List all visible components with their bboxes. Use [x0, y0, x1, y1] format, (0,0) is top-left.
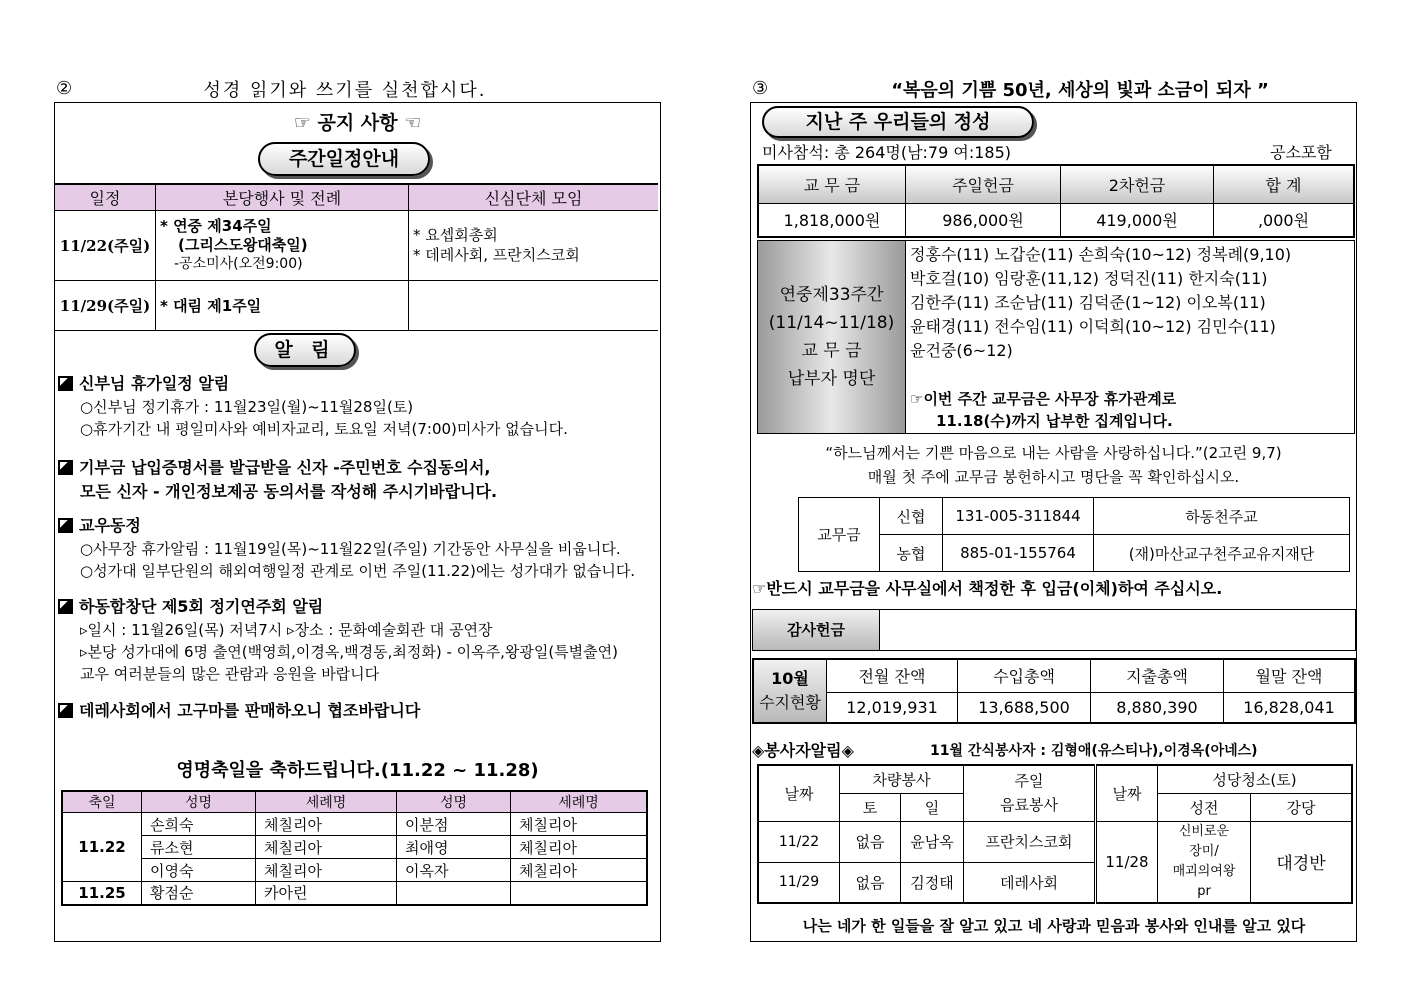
notice-line: 교우 여러분들의 많은 관람과 응원을 바랍니다 [80, 665, 380, 683]
donor-label-line: (11/14~11/18) [768, 313, 895, 333]
service-sat: 없음 [840, 821, 901, 862]
square-bullet-icon [58, 460, 73, 475]
service-header: 차량봉사 [840, 765, 964, 793]
donor-label-line: 교 무 금 [801, 341, 862, 361]
bank-account: 885-01-155764 [943, 535, 1094, 572]
bank-holder: (재)마산교구천주교유지재단 [1094, 535, 1350, 572]
group-line: * 요셉회총회 [413, 226, 498, 244]
attendance: 미사참석: 총 264명(남:79 여:185) [762, 143, 1011, 162]
money-value: 1,818,000원 [758, 203, 906, 237]
donor-label [758, 241, 906, 433]
feast-name: 류소현 [142, 836, 256, 859]
service-sun: 김정태 [901, 862, 964, 903]
schedule-header-date: 일정 [55, 184, 156, 210]
schedule-date: 11/22(주일) [55, 210, 156, 280]
service-header: 성당청소(토) [1158, 765, 1353, 793]
notice-heading: 데레사회에서 고구마를 판매하오니 협조바랍니다 [58, 699, 658, 723]
donor-line: 윤건중(6~12) [910, 341, 1013, 360]
finance-value: 13,688,500 [958, 692, 1091, 723]
service-header: 날짜 [758, 765, 840, 821]
bank-name: 신협 [880, 498, 943, 535]
event-line: -공소미사(오전9:00) [174, 255, 303, 272]
finance-label-line: 수지현황 [759, 693, 821, 712]
clean-line: 매괴의여왕 [1172, 863, 1236, 879]
feast-date: 11.22 [62, 813, 142, 882]
event-line: * 연중 제34주일 [160, 216, 272, 235]
donor-line: 윤태경(11) 전수임(11) 이덕희(10~12) 김민수(11) [910, 317, 1276, 336]
notice-4 [58, 595, 658, 685]
bank-account: 131-005-311844 [943, 498, 1094, 535]
money-header: 합 계 [1214, 165, 1355, 203]
verse: “하느님께서는 기쁜 마음으로 내는 사람을 사랑하십니다.”(2고린 9,7) [825, 444, 1282, 462]
feast-header: 성명 [142, 791, 256, 813]
feast-title: 영명축일을 축하드립니다.(11.22 ~ 11.28) [176, 760, 539, 781]
notice-line: ○사무장 휴가알림 : 11월19일(목)~11월22일(주일) 기간동안 사무실을 비웁니다. [80, 540, 621, 558]
clean-line: 신비로운 [1178, 823, 1230, 839]
money-value: 986,000원 [906, 203, 1061, 237]
feast-baptismal: 체칠리아 [256, 813, 397, 836]
clean-date: 11/28 [1096, 821, 1158, 903]
square-bullet-icon [58, 703, 73, 718]
donor-note [910, 388, 1176, 432]
schedule-events [156, 280, 409, 330]
service-header: 일 [901, 793, 964, 821]
donor-label-line: 연중제33주간 [779, 285, 884, 305]
schedule-date: 11/29(주일) [55, 280, 156, 330]
schedule-table [55, 183, 658, 331]
finance-header: 지출총액 [1091, 659, 1224, 692]
notice-5 [58, 699, 658, 723]
feast-baptismal: 체칠리아 [256, 836, 397, 859]
feast-baptismal: 체칠리아 [256, 859, 397, 882]
clean-hall: 대경반 [1251, 821, 1353, 903]
notice-line: ▹본당 성가대에 6명 출연(백영희,이경옥,백경동,최정화) - 이옥주,왕광일(특별출연) [80, 643, 618, 661]
money-header: 2차헌금 [1061, 165, 1214, 203]
money-table [757, 164, 1355, 238]
service-snack: 11월 간식봉사자 : 김형애(유스티나),이경옥(아네스) [930, 743, 1258, 759]
schedule-title: 주간일정안내 [258, 142, 430, 176]
notice-title: ☞ 공지 사항 ☜ [293, 112, 422, 134]
bank-holder: 하동천주교 [1094, 498, 1350, 535]
right-motto: “복음의 기쁨 50년, 세상의 빛과 소금이 되자 ” [891, 80, 1269, 101]
schedule-header-events: 본당행사 및 전례 [156, 184, 409, 210]
donor-label-line: 납부자 명단 [787, 369, 876, 389]
square-bullet-icon [58, 599, 73, 614]
feast-baptismal: 체칠리아 [511, 813, 648, 836]
service-header: 강당 [1251, 793, 1353, 821]
donor-line: 김한주(11) 조순남(11) 김덕준(1~12) 이오복(11) [910, 293, 1266, 312]
schedule-header-groups: 신심단체 모임 [409, 184, 659, 210]
finance-header: 월말 잔액 [1224, 659, 1356, 692]
service-sun: 윤남옥 [901, 821, 964, 862]
feast-name: 이옥자 [397, 859, 511, 882]
donor-note-line: ☞이번 주간 교무금은 사무장 휴가관계로 [910, 390, 1177, 408]
event-line: (그리스도왕대축일) [178, 235, 308, 254]
service-table [757, 764, 1353, 904]
group-line: * 데레사회, 프란치스코회 [413, 246, 580, 264]
event-line: * 대림 제1주일 [160, 296, 262, 315]
feast-name [397, 882, 511, 905]
notice-3 [58, 514, 658, 582]
finance-value: 8,880,390 [1091, 692, 1224, 723]
service-sat: 없음 [840, 862, 901, 903]
square-bullet-icon [58, 518, 73, 533]
square-bullet-icon [58, 376, 73, 391]
feast-date: 11.25 [62, 882, 142, 905]
finance-header: 전월 잔액 [827, 659, 958, 692]
service-date: 11/22 [758, 821, 840, 862]
attendance-note: 공소포함 [1270, 143, 1332, 162]
service-header: 성전 [1158, 793, 1251, 821]
feast-baptismal: 체칠리아 [511, 859, 648, 882]
feast-header: 성명 [397, 791, 511, 813]
money-header: 교 무 금 [758, 165, 906, 203]
feast-table [61, 790, 648, 906]
bank-name: 농협 [880, 535, 943, 572]
finance-label [753, 659, 827, 723]
feast-name: 손희숙 [142, 813, 256, 836]
bank-table [798, 497, 1350, 572]
donor-line: 정홍수(11) 노갑순(11) 손희숙(10~12) 정복례(9,10) [910, 245, 1292, 264]
service-title: ◈봉사자알림◈ [752, 741, 854, 760]
feast-name: 이영숙 [142, 859, 256, 882]
footer-verse: 나는 네가 한 일들을 잘 알고 있고 네 사랑과 믿음과 봉사와 인내를 알고 있다 [802, 917, 1306, 935]
schedule-events [156, 210, 409, 280]
service-header: 날짜 [1096, 765, 1158, 821]
clean-sanctuary [1158, 821, 1251, 903]
finance-table [752, 658, 1356, 724]
service-header-line: 주일 [1014, 772, 1044, 791]
notice-line: ▹일시 : 11월26일(목) 저녁7시 ▹장소 : 문화예술회관 대 공연장 [80, 621, 493, 639]
finance-value: 12,019,931 [827, 692, 958, 723]
money-header: 주일헌금 [906, 165, 1061, 203]
notice-heading: 하동합창단 제5회 정기연주회 알림 [58, 595, 658, 619]
notice-heading: 기부금 납입증명서를 발급받을 신자 -주민번호 수집동의서, [58, 456, 658, 480]
offering-title: 지난 주 우리들의 정성 [762, 106, 1034, 138]
clean-line: 장미/ [1189, 843, 1219, 859]
finance-value: 16,828,041 [1224, 692, 1356, 723]
money-value: 419,000원 [1061, 203, 1214, 237]
notice-heading: 교우동정 [58, 514, 658, 538]
feast-header: 축일 [62, 791, 142, 813]
feast-baptismal: 카아린 [256, 882, 397, 905]
schedule-groups [409, 210, 659, 280]
service-header-line: 음료봉사 [1000, 796, 1058, 815]
feast-header: 세례명 [511, 791, 648, 813]
verse-2: 매월 첫 주에 교무금 봉헌하시고 명단을 꼭 확인하십시오. [867, 468, 1240, 486]
feast-name: 황점순 [142, 882, 256, 905]
feast-header: 세례명 [256, 791, 397, 813]
notice-line: ○성가대 일부단원의 해외여행일정 관계로 이번 주일(11.22)에는 성가대가 없습니다. [80, 562, 636, 580]
notice-line: ○신부님 정기휴가 : 11월23일(월)~11월28일(토) [80, 398, 414, 416]
bank-label: 교무금 [799, 498, 880, 572]
deposit-note: ☞반드시 교무금을 사무실에서 책정한 후 입금(이체)하여 주십시오. [752, 579, 1223, 598]
feast-baptismal [511, 882, 648, 905]
clean-line: pr [1197, 883, 1211, 899]
donor-line: 박호걸(10) 임랑훈(11,12) 정덕진(11) 한지숙(11) [910, 269, 1268, 288]
service-header [964, 765, 1096, 821]
feast-name: 최애영 [397, 836, 511, 859]
finance-label-line: 10월 [771, 669, 809, 688]
finance-header: 수입총액 [958, 659, 1091, 692]
service-drink: 데레사회 [964, 862, 1096, 903]
notice-line: ○휴가기간 내 평일미사와 예비자교리, 토요일 저녁(7:00)미사가 없습니다. [80, 420, 568, 438]
right-page-number: ③ [752, 78, 769, 99]
notice-heading: 신부님 휴가일정 알림 [58, 372, 658, 396]
feast-baptismal: 체칠리아 [511, 836, 648, 859]
notice-1 [58, 372, 658, 440]
service-header: 토 [840, 793, 901, 821]
notice-line: 모든 신자 - 개인정보제공 동의서를 작성해 주시기바랍니다. [80, 482, 498, 501]
thanks-label: 감사헌금 [753, 610, 880, 650]
left-motto: 성경 읽기와 쓰기를 실천합시다. [203, 80, 487, 101]
left-page-number: ② [56, 78, 73, 99]
donor-list [910, 243, 1350, 363]
notice-2 [58, 456, 658, 504]
schedule-groups [409, 280, 659, 330]
money-value: ,000원 [1214, 203, 1355, 237]
service-drink: 프란치스코회 [964, 821, 1096, 862]
feast-name: 이분점 [397, 813, 511, 836]
donor-note-line: 11.18(수)까지 납부한 집계입니다. [936, 412, 1173, 430]
service-date: 11/29 [758, 862, 840, 903]
alert-title: 알 림 [254, 333, 356, 367]
